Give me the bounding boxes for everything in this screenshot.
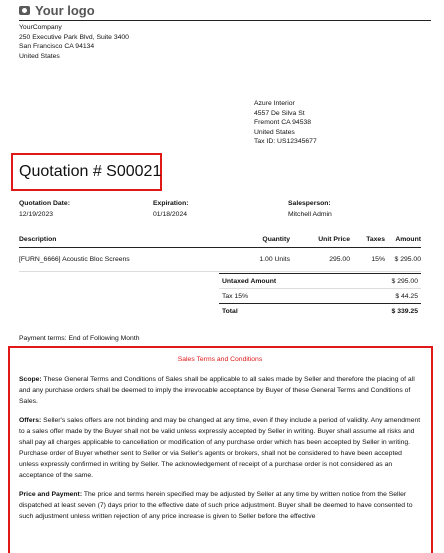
customer-name: Azure Interior: [254, 100, 295, 107]
terms-title: Sales Terms and Conditions: [177, 356, 263, 363]
price-text: The price and terms herein specified may be adjusted by Seller at any time by written notice from the Seller dispatched at least seven (7) days prior to the effective date of such price adjustment. Buyer shall be deemed to have consented to such adjustment unless written rejection of any price increase is given to Seller before the effective: [19, 491, 413, 520]
order-lines-table: [19, 236, 421, 272]
customer-street: 4557 De Silva St: [254, 109, 305, 117]
table-header-row: [19, 236, 421, 248]
logo-text: Your logo: [35, 3, 95, 18]
col-quantity: Quantity: [199, 236, 290, 248]
offers-heading: Offers:: [19, 417, 42, 424]
customer-tax-id: Tax ID: US12345677: [254, 138, 317, 145]
col-taxes: Taxes: [350, 236, 385, 248]
terms-and-conditions: [19, 354, 421, 530]
cell-quantity: 1.00 Units: [199, 248, 290, 272]
untaxed-value: $ 295.00: [391, 277, 418, 285]
customer-city: Fremont CA 94538: [254, 119, 312, 126]
payment-terms: Payment terms: End of Following Month: [19, 335, 140, 342]
col-description: Description: [19, 236, 199, 248]
total-value: $ 339.25: [391, 307, 418, 315]
quotation-date-label: Quotation Date:: [19, 200, 70, 207]
offers-text: Seller's sales offers are not binding and may be changed at any time, even if they include a period of validity. Any amendment to a sales offer made by the Buyer shall not be valid unless expressly accepted by Seller in writing. Buyer shall assume all risks and shall pay all charges applicable to cancellation or modification of any purchase order which has been accepted by Seller in writing.: [19, 417, 421, 446]
company-country: United States: [19, 52, 60, 60]
company-logo: [19, 3, 95, 18]
offers-text-2: Purchase order of Buyer whether sent to Seller or via Seller's agents or brokers, shall not be considered to have been accepted unless expressly confirmed in writing by Seller. The acknowledgement of receipt of a purchase order is not considered as an acceptance of the same.: [19, 450, 402, 479]
tax-value: $ 44.25: [395, 292, 418, 300]
scope-text: These General Terms and Conditions of Sales shall be applicable to all sales made by Seller and therefore the placing of all and any purchase orders shall be deemed to imply the irrevocable acceptance by Buyer of these General Terms and Conditions of Sales.: [19, 376, 415, 405]
tax-label: Tax 15%: [222, 292, 249, 300]
cell-unit-price: 295.00: [290, 248, 350, 272]
col-unit-price: Unit Price: [290, 236, 350, 248]
company-city: San Francisco CA 94134: [19, 43, 95, 50]
terms-offers: [19, 415, 421, 481]
customer-address: [254, 99, 317, 147]
expiration-label: Expiration:: [153, 200, 189, 207]
scope-heading: Scope:: [19, 376, 42, 383]
cell-description: [FURN_6666] Acoustic Bloc Screens: [19, 248, 199, 272]
expiration-block: [153, 198, 189, 220]
salesperson-label: Salesperson:: [288, 200, 331, 207]
company-street: 250 Executive Park Blvd, Suite 3400: [19, 33, 129, 41]
quotation-title: Quotation # S00021: [19, 163, 162, 180]
price-heading: Price and Payment:: [19, 491, 83, 498]
col-amount: Amount: [385, 236, 421, 248]
salesperson-value: Mitchell Admin: [288, 211, 332, 218]
quotation-date-value: 12/19/2023: [19, 211, 54, 218]
salesperson-block: [288, 198, 332, 220]
header-divider: [19, 20, 431, 21]
cell-amount: $ 295.00: [385, 248, 421, 272]
terms-scope: [19, 374, 421, 407]
quotation-date-block: [19, 198, 70, 220]
total-label: Total: [222, 307, 238, 315]
untaxed-row: [219, 273, 421, 288]
company-address: [19, 23, 129, 61]
camera-icon: [19, 6, 30, 15]
tax-row: [219, 288, 421, 303]
total-row: [219, 303, 421, 318]
customer-country: United States: [254, 128, 295, 136]
terms-price: [19, 489, 421, 522]
table-row: [19, 248, 421, 272]
company-name: YourCompany: [19, 24, 62, 31]
expiration-value: 01/18/2024: [153, 211, 188, 218]
totals-block: [219, 273, 421, 318]
untaxed-label: Untaxed Amount: [222, 277, 277, 285]
cell-taxes: 15%: [350, 248, 385, 272]
